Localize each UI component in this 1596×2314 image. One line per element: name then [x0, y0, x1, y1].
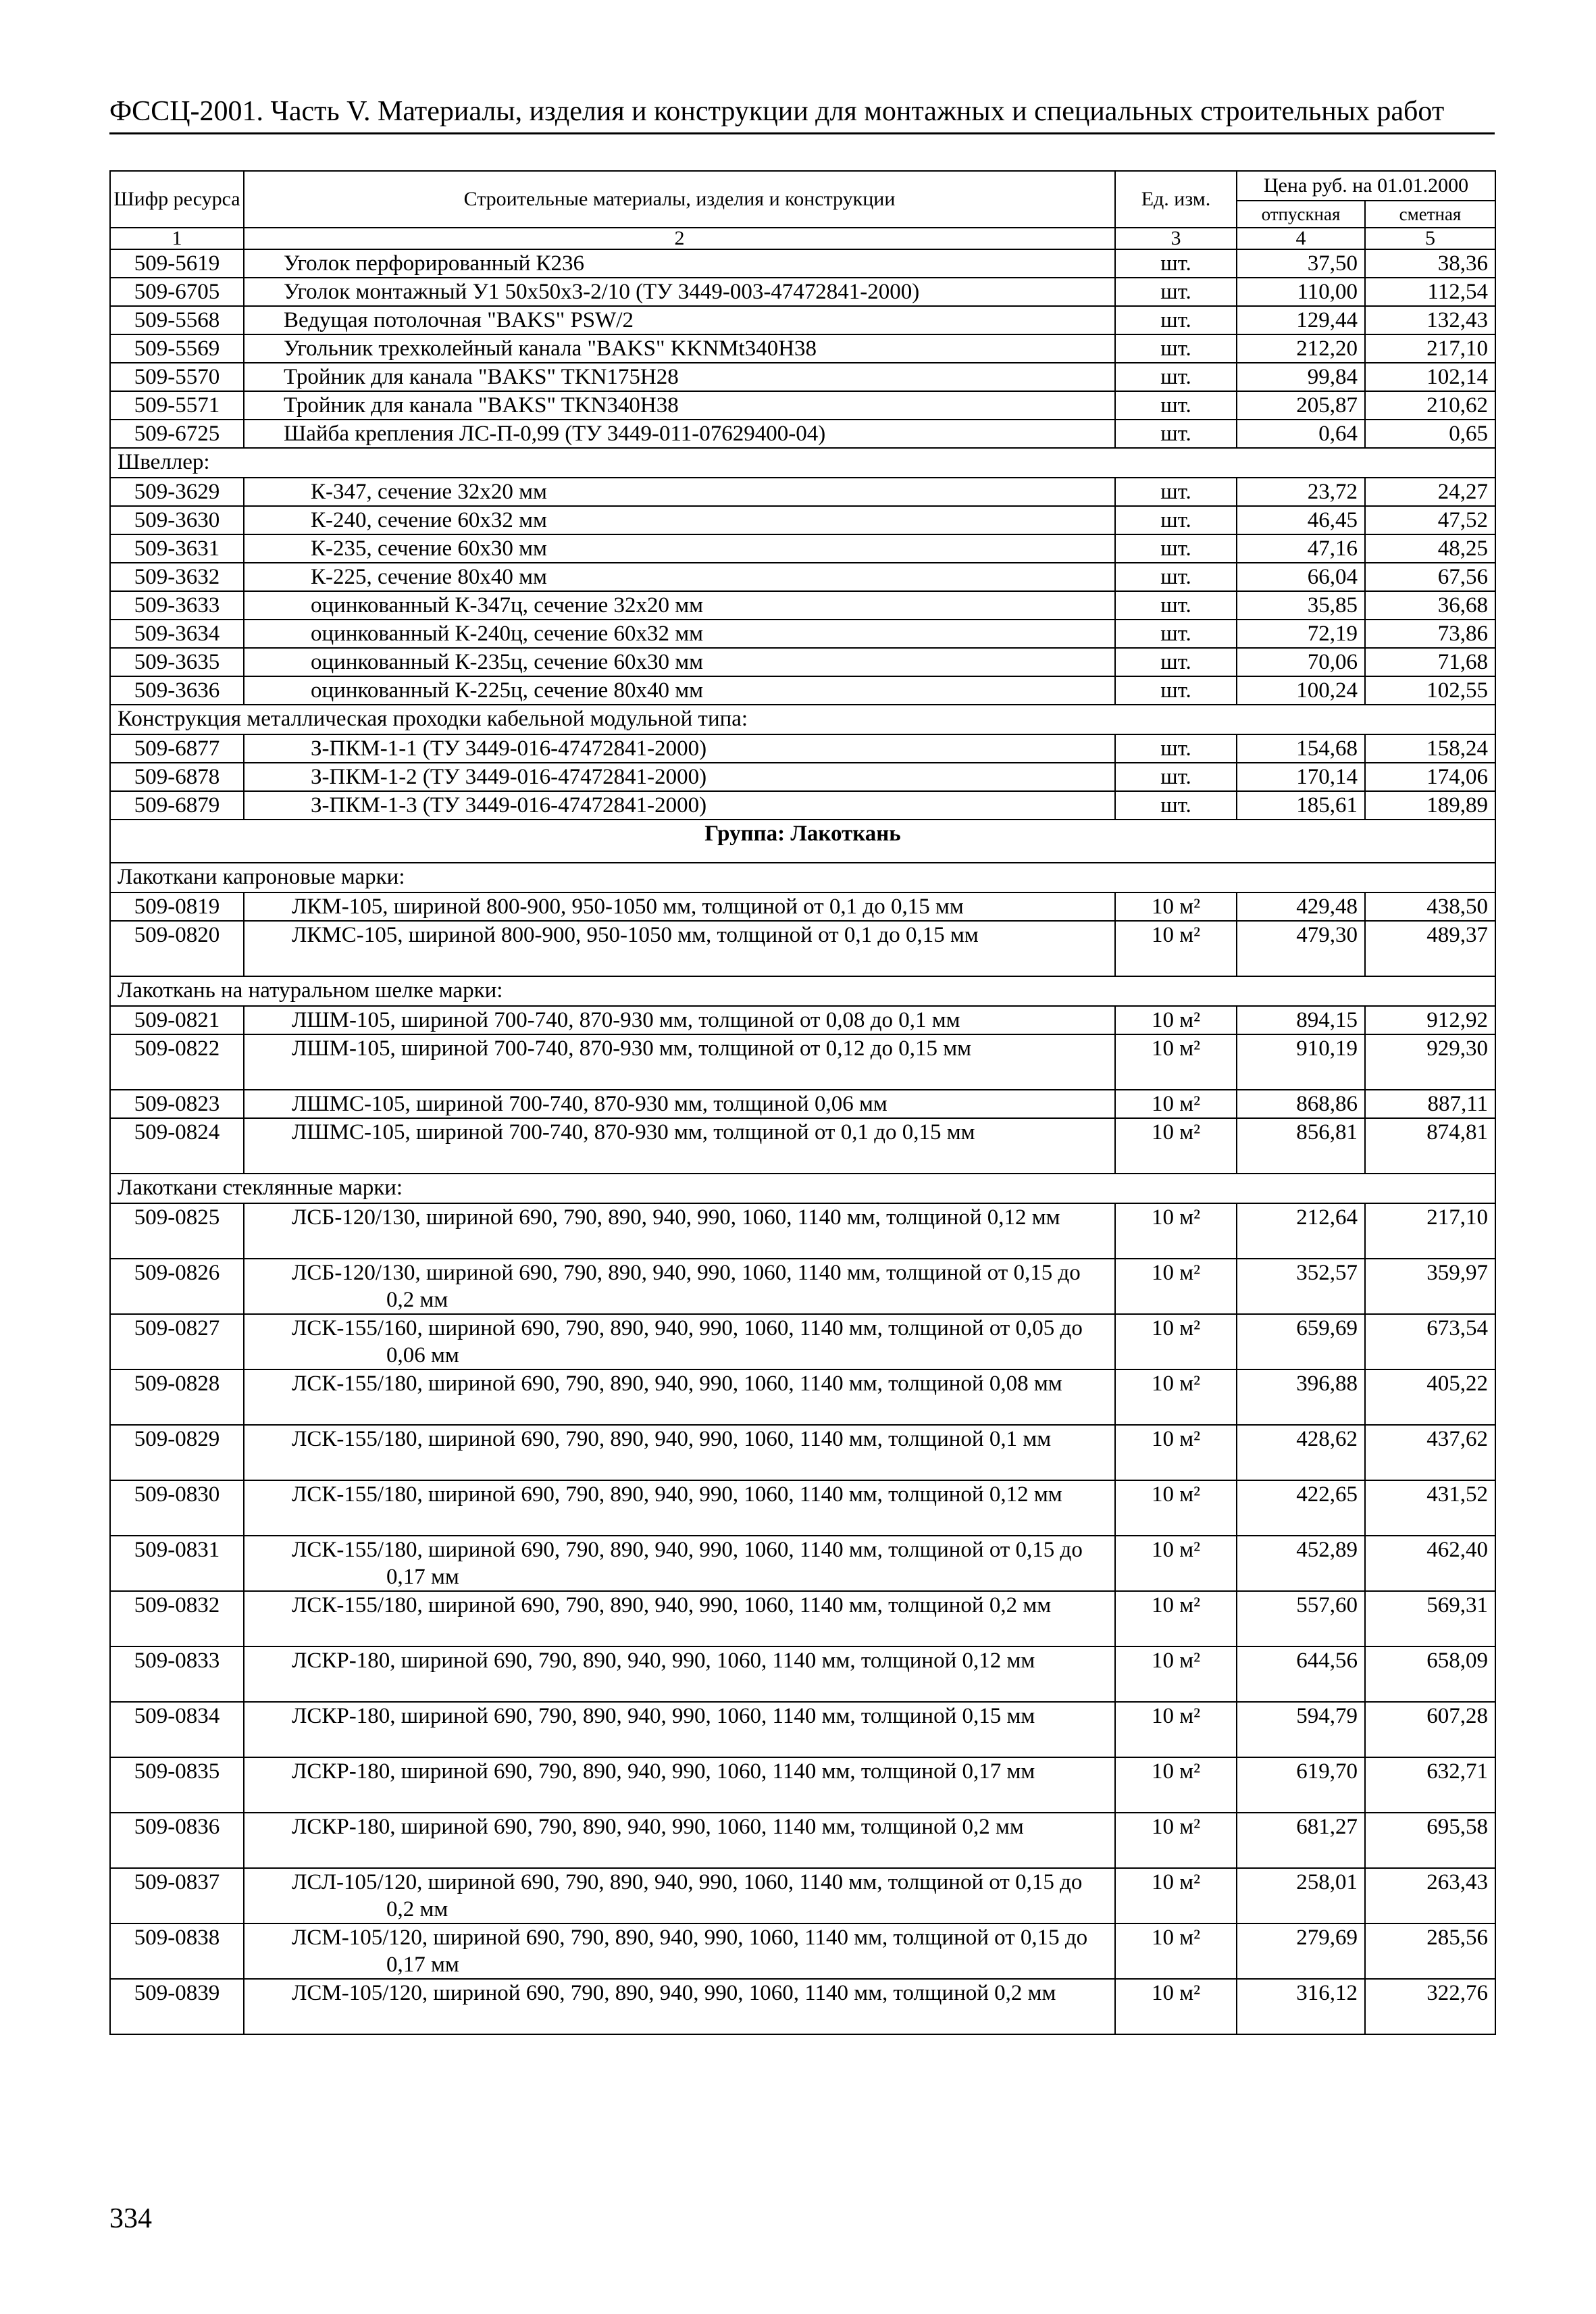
resource-code-cell: 509-5570	[110, 363, 244, 391]
table-row	[110, 620, 1495, 648]
estimate-price-cell: 437,62	[1365, 1425, 1495, 1480]
resource-code-cell: 509-0822	[110, 1034, 244, 1090]
unit-cell: 10 м²	[1115, 1536, 1237, 1591]
resource-code-cell: 509-5571	[110, 391, 244, 420]
release-price-cell: 316,12	[1237, 1979, 1365, 2034]
table-row	[110, 734, 1495, 763]
material-name-cell: ЛСМ-105/120, шириной 690, 790, 890, 940, 990, 1060, 1140 мм, толщиной 0,2 мм	[244, 1979, 1115, 2034]
unit-cell: 10 м²	[1115, 1425, 1237, 1480]
unit-cell: 10 м²	[1115, 1203, 1237, 1259]
unit-cell: шт.	[1115, 506, 1237, 534]
release-price-cell: 23,72	[1237, 478, 1365, 506]
release-price-cell: 659,69	[1237, 1314, 1365, 1369]
column-number: 3	[1115, 228, 1237, 249]
estimate-price-cell: 658,09	[1365, 1646, 1495, 1702]
estimate-price-cell: 489,37	[1365, 921, 1495, 976]
column-number: 2	[244, 228, 1115, 249]
release-price-cell: 70,06	[1237, 648, 1365, 676]
table-row	[110, 1314, 1495, 1369]
header-rule	[109, 132, 1495, 134]
estimate-price-cell: 48,25	[1365, 534, 1495, 563]
estimate-price-cell: 929,30	[1365, 1034, 1495, 1090]
material-name-cell: ЛШМС-105, шириной 700-740, 870-930 мм, толщиной 0,06 мм	[244, 1090, 1115, 1118]
material-name-cell: ЛСК-155/180, шириной 690, 790, 890, 940, 990, 1060, 1140 мм, толщиной 0,2 мм	[244, 1591, 1115, 1646]
subsection-heading: Швеллер:	[110, 448, 1495, 478]
release-price-cell: 479,30	[1237, 921, 1365, 976]
material-name-cell: Шайба крепления ЛС-П-0,99 (ТУ 3449-011-07629400-04)	[244, 420, 1115, 448]
resource-code-cell: 509-0830	[110, 1480, 244, 1536]
unit-cell: 10 м²	[1115, 1868, 1237, 1923]
header-unit: Ед. изм.	[1115, 171, 1237, 228]
material-name-cell: З-ПКМ-1-3 (ТУ 3449-016-47472841-2000)	[244, 791, 1115, 820]
estimate-price-cell: 569,31	[1365, 1591, 1495, 1646]
material-name-cell: ЛКМ-105, шириной 800-900, 950-1050 мм, толщиной от 0,1 до 0,15 мм	[244, 892, 1115, 921]
table-row	[110, 1813, 1495, 1868]
resource-code-cell: 509-0834	[110, 1702, 244, 1757]
release-price-cell: 868,86	[1237, 1090, 1365, 1118]
material-name-cell: Уголок перфорированный К236	[244, 249, 1115, 278]
release-price-cell: 910,19	[1237, 1034, 1365, 1090]
estimate-price-cell: 158,24	[1365, 734, 1495, 763]
subsection-heading-row	[110, 705, 1495, 734]
unit-cell: шт.	[1115, 363, 1237, 391]
estimate-price-cell: 359,97	[1365, 1259, 1495, 1314]
table-row	[110, 1118, 1495, 1174]
material-name-cell: З-ПКМ-1-1 (ТУ 3449-016-47472841-2000)	[244, 734, 1115, 763]
resource-code-cell: 509-0837	[110, 1868, 244, 1923]
material-name-cell: ЛШМ-105, шириной 700-740, 870-930 мм, толщиной от 0,12 до 0,15 мм	[244, 1034, 1115, 1090]
unit-cell: шт.	[1115, 591, 1237, 620]
material-name-cell: Ведущая потолочная "BAKS" PSW/2	[244, 306, 1115, 334]
group-heading: Группа: Лакоткань	[110, 820, 1495, 863]
release-price-cell: 170,14	[1237, 763, 1365, 791]
table-body	[110, 249, 1495, 2034]
subsection-heading-row	[110, 1174, 1495, 1203]
material-name-cell: Угольник трехколейный канала "BAKS" KKNMt340H38	[244, 334, 1115, 363]
estimate-price-cell: 102,55	[1365, 676, 1495, 705]
estimate-price-cell: 874,81	[1365, 1118, 1495, 1174]
table-row	[110, 478, 1495, 506]
table-row	[110, 676, 1495, 705]
unit-cell: шт.	[1115, 249, 1237, 278]
resource-code-cell: 509-6705	[110, 278, 244, 306]
resource-code-cell: 509-0831	[110, 1536, 244, 1591]
resource-code-cell: 509-6877	[110, 734, 244, 763]
page-number: 334	[109, 2203, 152, 2234]
release-price-cell: 212,64	[1237, 1203, 1365, 1259]
subsection-heading: Лакоткани стеклянные марки:	[110, 1174, 1495, 1203]
estimate-price-cell: 887,11	[1365, 1090, 1495, 1118]
estimate-price-cell: 112,54	[1365, 278, 1495, 306]
table-row	[110, 921, 1495, 976]
material-name-cell: ЛСКР-180, шириной 690, 790, 890, 940, 990, 1060, 1140 мм, толщиной 0,2 мм	[244, 1813, 1115, 1868]
material-name-cell: ЛСКР-180, шириной 690, 790, 890, 940, 990, 1060, 1140 мм, толщиной 0,17 мм	[244, 1757, 1115, 1813]
release-price-cell: 619,70	[1237, 1757, 1365, 1813]
table-row	[110, 1090, 1495, 1118]
release-price-cell: 681,27	[1237, 1813, 1365, 1868]
release-price-cell: 35,85	[1237, 591, 1365, 620]
unit-cell: 10 м²	[1115, 1369, 1237, 1425]
unit-cell: 10 м²	[1115, 1923, 1237, 1979]
unit-cell: 10 м²	[1115, 1090, 1237, 1118]
table-row	[110, 1034, 1495, 1090]
unit-cell: 10 м²	[1115, 1480, 1237, 1536]
estimate-price-cell: 438,50	[1365, 892, 1495, 921]
estimate-price-cell: 673,54	[1365, 1314, 1495, 1369]
release-price-cell: 129,44	[1237, 306, 1365, 334]
unit-cell: 10 м²	[1115, 1034, 1237, 1090]
material-name-cell: ЛСКР-180, шириной 690, 790, 890, 940, 990, 1060, 1140 мм, толщиной 0,12 мм	[244, 1646, 1115, 1702]
unit-cell: 10 м²	[1115, 1979, 1237, 2034]
header-price: Цена руб. на 01.01.2000	[1237, 171, 1495, 201]
unit-cell: 10 м²	[1115, 1813, 1237, 1868]
release-price-cell: 422,65	[1237, 1480, 1365, 1536]
table-row	[110, 1369, 1495, 1425]
unit-cell: шт.	[1115, 306, 1237, 334]
unit-cell: шт.	[1115, 278, 1237, 306]
page-header-title: ФССЦ-2001. Часть V. Материалы, изделия и конструкции для монтажных и специальных строительных работ	[109, 96, 1445, 127]
unit-cell: шт.	[1115, 563, 1237, 591]
resource-code-cell: 509-0825	[110, 1203, 244, 1259]
material-name-cell: ЛСКР-180, шириной 690, 790, 890, 940, 990, 1060, 1140 мм, толщиной 0,15 мм	[244, 1702, 1115, 1757]
subsection-heading: Лакоткани капроновые марки:	[110, 863, 1495, 892]
table-row	[110, 278, 1495, 306]
material-name-cell: ЛСК-155/160, шириной 690, 790, 890, 940, 990, 1060, 1140 мм, толщиной от 0,05 до 0,06 мм	[244, 1314, 1115, 1369]
material-name-cell: ЛСК-155/180, шириной 690, 790, 890, 940, 990, 1060, 1140 мм, толщиной 0,12 мм	[244, 1480, 1115, 1536]
unit-cell: шт.	[1115, 676, 1237, 705]
table-row	[110, 1702, 1495, 1757]
subsection-heading: Лакоткань на натуральном шелке марки:	[110, 976, 1495, 1006]
resource-code-cell: 509-0819	[110, 892, 244, 921]
material-name-cell: К-240, сечение 60x32 мм	[244, 506, 1115, 534]
estimate-price-cell: 217,10	[1365, 334, 1495, 363]
table-row	[110, 391, 1495, 420]
estimate-price-cell: 632,71	[1365, 1757, 1495, 1813]
table-row	[110, 1923, 1495, 1979]
resource-code-cell: 509-3636	[110, 676, 244, 705]
table-row	[110, 534, 1495, 563]
release-price-cell: 452,89	[1237, 1536, 1365, 1591]
estimate-price-cell: 36,68	[1365, 591, 1495, 620]
column-numbers-row	[110, 228, 1495, 249]
resource-code-cell: 509-6725	[110, 420, 244, 448]
resource-code-cell: 509-5568	[110, 306, 244, 334]
unit-cell: 10 м²	[1115, 1757, 1237, 1813]
table-header	[110, 171, 1495, 249]
header-name: Строительные материалы, изделия и конструкции	[244, 171, 1115, 228]
column-number: 4	[1237, 228, 1365, 249]
table-row	[110, 506, 1495, 534]
resource-code-cell: 509-0832	[110, 1591, 244, 1646]
unit-cell: 10 м²	[1115, 1591, 1237, 1646]
estimate-price-cell: 210,62	[1365, 391, 1495, 420]
unit-cell: шт.	[1115, 763, 1237, 791]
resource-code-cell: 509-0824	[110, 1118, 244, 1174]
release-price-cell: 352,57	[1237, 1259, 1365, 1314]
release-price-cell: 557,60	[1237, 1591, 1365, 1646]
estimate-price-cell: 695,58	[1365, 1813, 1495, 1868]
header-row	[110, 171, 1495, 201]
material-name-cell: Тройник для канала "BAKS" TKN175H28	[244, 363, 1115, 391]
release-price-cell: 428,62	[1237, 1425, 1365, 1480]
resource-code-cell: 509-5619	[110, 249, 244, 278]
estimate-price-cell: 285,56	[1365, 1923, 1495, 1979]
table-row	[110, 1646, 1495, 1702]
release-price-cell: 47,16	[1237, 534, 1365, 563]
estimate-price-cell: 431,52	[1365, 1480, 1495, 1536]
unit-cell: 10 м²	[1115, 921, 1237, 976]
release-price-cell: 279,69	[1237, 1923, 1365, 1979]
unit-cell: 10 м²	[1115, 1314, 1237, 1369]
material-name-cell: ЛСК-155/180, шириной 690, 790, 890, 940, 990, 1060, 1140 мм, толщиной 0,08 мм	[244, 1369, 1115, 1425]
estimate-price-cell: 912,92	[1365, 1006, 1495, 1034]
material-name-cell: К-225, сечение 80x40 мм	[244, 563, 1115, 591]
release-price-cell: 396,88	[1237, 1369, 1365, 1425]
table-row	[110, 563, 1495, 591]
material-name-cell: ЛСБ-120/130, шириной 690, 790, 890, 940, 990, 1060, 1140 мм, толщиной от 0,15 до 0,2 мм	[244, 1259, 1115, 1314]
material-name-cell: ЛСМ-105/120, шириной 690, 790, 890, 940, 990, 1060, 1140 мм, толщиной от 0,15 до 0,17 мм	[244, 1923, 1115, 1979]
unit-cell: шт.	[1115, 334, 1237, 363]
resource-code-cell: 509-3630	[110, 506, 244, 534]
material-name-cell: Уголок монтажный У1 50x50x3-2/10 (ТУ 3449-003-47472841-2000)	[244, 278, 1115, 306]
table-row	[110, 1259, 1495, 1314]
table-row	[110, 1425, 1495, 1480]
release-price-cell: 185,61	[1237, 791, 1365, 820]
release-price-cell: 429,48	[1237, 892, 1365, 921]
unit-cell: шт.	[1115, 648, 1237, 676]
header-code: Шифр ресурса	[110, 171, 244, 228]
release-price-cell: 205,87	[1237, 391, 1365, 420]
release-price-cell: 0,64	[1237, 420, 1365, 448]
header-estimate-price: сметная	[1365, 201, 1495, 228]
estimate-price-cell: 174,06	[1365, 763, 1495, 791]
unit-cell: шт.	[1115, 534, 1237, 563]
estimate-price-cell: 322,76	[1365, 1979, 1495, 2034]
unit-cell: 10 м²	[1115, 1702, 1237, 1757]
unit-cell: шт.	[1115, 391, 1237, 420]
resource-code-cell: 509-0838	[110, 1923, 244, 1979]
release-price-cell: 154,68	[1237, 734, 1365, 763]
resource-code-cell: 509-0827	[110, 1314, 244, 1369]
estimate-price-cell: 263,43	[1365, 1868, 1495, 1923]
material-name-cell: ЛСЛ-105/120, шириной 690, 790, 890, 940, 990, 1060, 1140 мм, толщиной от 0,15 до 0,2 мм	[244, 1868, 1115, 1923]
release-price-cell: 37,50	[1237, 249, 1365, 278]
table-row	[110, 648, 1495, 676]
estimate-price-cell: 462,40	[1365, 1536, 1495, 1591]
release-price-cell: 594,79	[1237, 1702, 1365, 1757]
release-price-cell: 100,24	[1237, 676, 1365, 705]
release-price-cell: 856,81	[1237, 1118, 1365, 1174]
resource-code-cell: 509-0823	[110, 1090, 244, 1118]
subsection-heading-row	[110, 863, 1495, 892]
estimate-price-cell: 47,52	[1365, 506, 1495, 534]
estimate-price-cell: 132,43	[1365, 306, 1495, 334]
resource-code-cell: 509-0821	[110, 1006, 244, 1034]
release-price-cell: 72,19	[1237, 620, 1365, 648]
table-row	[110, 1536, 1495, 1591]
resource-code-cell: 509-0835	[110, 1757, 244, 1813]
unit-cell: шт.	[1115, 734, 1237, 763]
subsection-heading-row	[110, 448, 1495, 478]
table-row	[110, 249, 1495, 278]
unit-cell: 10 м²	[1115, 892, 1237, 921]
material-name-cell: ЛКМС-105, шириной 800-900, 950-1050 мм, толщиной от 0,1 до 0,15 мм	[244, 921, 1115, 976]
column-number: 1	[110, 228, 244, 249]
table-row	[110, 334, 1495, 363]
material-name-cell: оцинкованный К-225ц, сечение 80x40 мм	[244, 676, 1115, 705]
estimate-price-cell: 38,36	[1365, 249, 1495, 278]
resource-code-cell: 509-3629	[110, 478, 244, 506]
material-name-cell: ЛСК-155/180, шириной 690, 790, 890, 940, 990, 1060, 1140 мм, толщиной от 0,15 до 0,17 мм	[244, 1536, 1115, 1591]
unit-cell: 10 м²	[1115, 1646, 1237, 1702]
table-row	[110, 1591, 1495, 1646]
material-name-cell: З-ПКМ-1-2 (ТУ 3449-016-47472841-2000)	[244, 763, 1115, 791]
resource-code-cell: 509-0836	[110, 1813, 244, 1868]
resource-code-cell: 509-5569	[110, 334, 244, 363]
estimate-price-cell: 189,89	[1365, 791, 1495, 820]
table-row	[110, 1203, 1495, 1259]
release-price-cell: 258,01	[1237, 1868, 1365, 1923]
header-release-price: отпускная	[1237, 201, 1365, 228]
release-price-cell: 110,00	[1237, 278, 1365, 306]
release-price-cell: 644,56	[1237, 1646, 1365, 1702]
resource-code-cell: 509-3633	[110, 591, 244, 620]
material-name-cell: Тройник для канала "BAKS" TKN340H38	[244, 391, 1115, 420]
estimate-price-cell: 217,10	[1365, 1203, 1495, 1259]
price-table	[109, 170, 1496, 2035]
resource-code-cell: 509-3631	[110, 534, 244, 563]
estimate-price-cell: 607,28	[1365, 1702, 1495, 1757]
resource-code-cell: 509-0828	[110, 1369, 244, 1425]
unit-cell: 10 м²	[1115, 1118, 1237, 1174]
release-price-cell: 46,45	[1237, 506, 1365, 534]
table-row	[110, 306, 1495, 334]
subsection-heading-row	[110, 976, 1495, 1006]
table-row	[110, 1979, 1495, 2034]
table-row	[110, 791, 1495, 820]
unit-cell: шт.	[1115, 420, 1237, 448]
material-name-cell: К-347, сечение 32x20 мм	[244, 478, 1115, 506]
material-name-cell: К-235, сечение 60x30 мм	[244, 534, 1115, 563]
estimate-price-cell: 24,27	[1365, 478, 1495, 506]
estimate-price-cell: 71,68	[1365, 648, 1495, 676]
resource-code-cell: 509-6879	[110, 791, 244, 820]
material-name-cell: оцинкованный К-347ц, сечение 32x20 мм	[244, 591, 1115, 620]
unit-cell: шт.	[1115, 791, 1237, 820]
resource-code-cell: 509-3634	[110, 620, 244, 648]
estimate-price-cell: 67,56	[1365, 563, 1495, 591]
material-name-cell: ЛШМ-105, шириной 700-740, 870-930 мм, толщиной от 0,08 до 0,1 мм	[244, 1006, 1115, 1034]
table-row	[110, 763, 1495, 791]
material-name-cell: оцинкованный К-235ц, сечение 60x30 мм	[244, 648, 1115, 676]
material-name-cell: ЛШМС-105, шириной 700-740, 870-930 мм, толщиной от 0,1 до 0,15 мм	[244, 1118, 1115, 1174]
material-name-cell: ЛСК-155/180, шириной 690, 790, 890, 940, 990, 1060, 1140 мм, толщиной 0,1 мм	[244, 1425, 1115, 1480]
release-price-cell: 894,15	[1237, 1006, 1365, 1034]
resource-code-cell: 509-6878	[110, 763, 244, 791]
table-row	[110, 1868, 1495, 1923]
release-price-cell: 66,04	[1237, 563, 1365, 591]
column-number: 5	[1365, 228, 1495, 249]
resource-code-cell: 509-3632	[110, 563, 244, 591]
resource-code-cell: 509-3635	[110, 648, 244, 676]
table-row	[110, 1480, 1495, 1536]
unit-cell: шт.	[1115, 620, 1237, 648]
estimate-price-cell: 405,22	[1365, 1369, 1495, 1425]
estimate-price-cell: 0,65	[1365, 420, 1495, 448]
unit-cell: 10 м²	[1115, 1006, 1237, 1034]
release-price-cell: 212,20	[1237, 334, 1365, 363]
table-row	[110, 591, 1495, 620]
resource-code-cell: 509-0820	[110, 921, 244, 976]
release-price-cell: 99,84	[1237, 363, 1365, 391]
table-row	[110, 363, 1495, 391]
unit-cell: шт.	[1115, 478, 1237, 506]
resource-code-cell: 509-0833	[110, 1646, 244, 1702]
resource-code-cell: 509-0839	[110, 1979, 244, 2034]
subsection-heading: Конструкция металлическая проходки кабельной модульной типа:	[110, 705, 1495, 734]
unit-cell: 10 м²	[1115, 1259, 1237, 1314]
resource-code-cell: 509-0826	[110, 1259, 244, 1314]
table-row	[110, 1006, 1495, 1034]
estimate-price-cell: 102,14	[1365, 363, 1495, 391]
table-row	[110, 420, 1495, 448]
resource-code-cell: 509-0829	[110, 1425, 244, 1480]
group-heading-row	[110, 820, 1495, 863]
table-row	[110, 892, 1495, 921]
material-name-cell: ЛСБ-120/130, шириной 690, 790, 890, 940, 990, 1060, 1140 мм, толщиной 0,12 мм	[244, 1203, 1115, 1259]
material-name-cell: оцинкованный К-240ц, сечение 60x32 мм	[244, 620, 1115, 648]
table-row	[110, 1757, 1495, 1813]
estimate-price-cell: 73,86	[1365, 620, 1495, 648]
